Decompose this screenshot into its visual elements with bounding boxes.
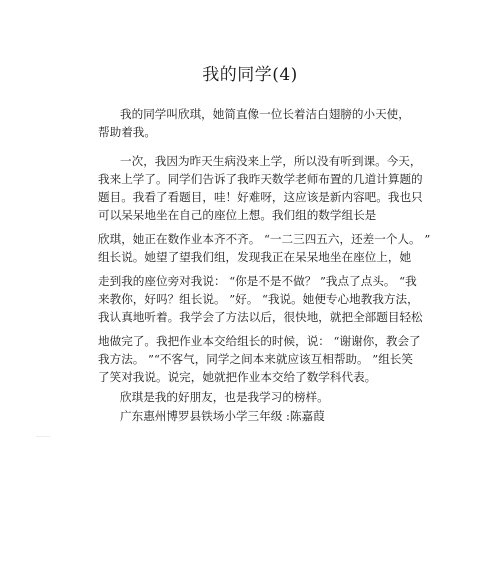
paragraph-line: 欣琪，她正在数作业本齐不齐。 “一二三四五六，还差一个人。 ” [98,232,431,246]
paragraph-line: 我的同学叫欣琪，她简直像一位长着洁白翅膀的小天使， [120,107,410,121]
document-title: 我的同学(4) [202,65,298,85]
paragraph-line: 可以呆呆地坐在自己的座位上想。我们组的数学组长是 [98,208,377,222]
paragraph-line: 欣琪是我的好朋友，也是我学习的榜样。 [120,390,329,404]
paragraph-line: 走到我的座位旁对我说： “你是不是不做？ ”我点了点头。 “我 [98,274,417,288]
paragraph-line: 我认真地听着。我学会了方法以后，很快地，就把全部题目轻松 [98,310,423,324]
paragraph-line: 我方法。 ”“不客气，同学之间本来就应该互相帮助。 ”组长笑 [98,352,413,366]
paragraph-line: 一次，我因为昨天生病没来上学，所以没有听到课。今天， [120,154,422,168]
paragraph-line: 组长说。她望了望我们组，发现我正在呆呆地坐在座位上，她 [98,250,412,264]
paragraph-line: 我来上学了。同学们告诉了我昨天数学老师布置的几道计算题的 [98,172,423,186]
author-line: 广东惠州博罗县铁场小学三年级 :陈嘉葭 [120,409,325,423]
paragraph-line: 来教你，好吗？组长说。 ”好。 “我说。她便专心地教我方法， [98,292,419,306]
paragraph-line: 了笑对我说。说完，她就把作业本交给了数学科代表。 [98,370,377,384]
paragraph-line: 题目。我看了看题目，哇！好难呀，这应该是新内容吧。我也只 [98,190,423,204]
page-divider [36,436,50,443]
paragraph-line: 地做完了。我把作业本交给组长的时候，说： “谢谢你，教会了 [98,334,421,348]
paragraph-line: 帮助着我。 [98,125,156,139]
